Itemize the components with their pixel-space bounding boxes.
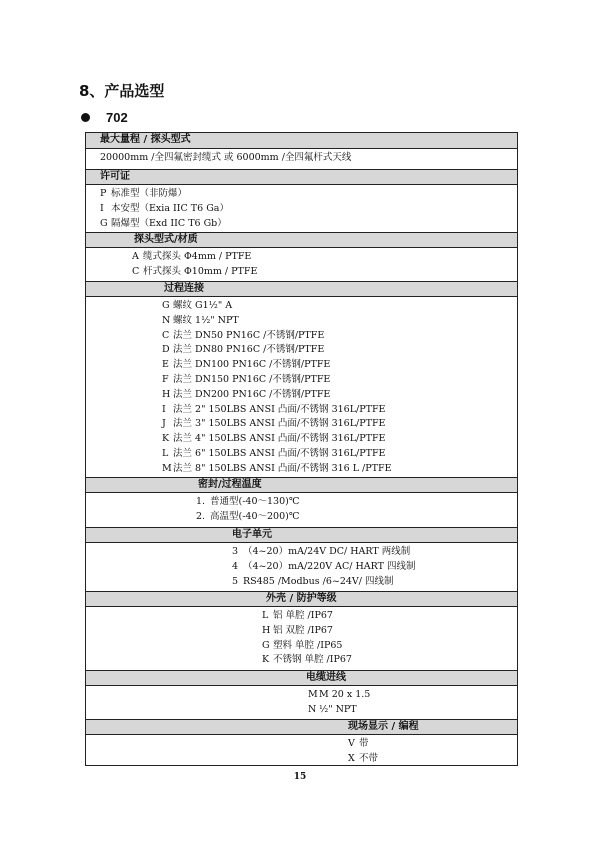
model-number: 702 <box>106 110 128 125</box>
selection-table <box>85 132 518 766</box>
option-row <box>232 545 410 559</box>
option-code: X <box>348 752 355 764</box>
option-code: J <box>162 418 166 430</box>
option-code: H <box>262 624 271 636</box>
option-text: 塑料 单腔 /IP65 <box>273 639 343 651</box>
option-code: L <box>262 610 269 621</box>
page-number: 15 <box>293 772 307 782</box>
option-text: RS485 /Modbus /6~24V/ 四线制 <box>243 575 394 587</box>
option-code: K <box>262 654 270 666</box>
option-text: 不带 <box>359 752 379 764</box>
option-code: L <box>162 448 169 459</box>
option-text: 法兰 DN80 PN16C /不锈钢/PTFE <box>173 344 325 356</box>
option-row <box>308 703 357 717</box>
option-text: 铝 双腔 /IP67 <box>273 624 333 636</box>
option-text: 带 <box>359 738 369 749</box>
option-code: C <box>132 265 140 277</box>
option-text: 法兰 8" 150LBS ANSI 凸面/不锈钢 316 L /PTFE <box>173 462 392 474</box>
option-code: H <box>162 388 171 400</box>
section-header: 现场显示 / 编程 <box>86 719 517 735</box>
option-row <box>162 417 385 431</box>
option-text: 螺纹 G1½" A <box>173 300 233 311</box>
option-code: 2. <box>196 510 206 522</box>
option-row <box>162 299 232 313</box>
option-code: V <box>348 738 355 749</box>
option-code: M <box>308 689 318 700</box>
option-code: C <box>162 329 170 341</box>
section-header: 电子单元 <box>86 527 517 543</box>
option-code: 3 <box>232 546 239 557</box>
option-text: 铝 单腔 /IP67 <box>273 610 333 621</box>
section-header: 探头型式/材质 <box>86 232 517 248</box>
option-text: 法兰 DN100 PN16C /不锈钢/PTFE <box>173 359 331 371</box>
section-header: 外壳 / 防护等级 <box>86 591 517 607</box>
option-row <box>348 737 369 751</box>
option-text: 螺纹 1½" NPT <box>173 314 239 326</box>
option-code: G <box>262 639 270 651</box>
option-row <box>162 432 385 446</box>
option-text: ½" NPT <box>319 703 357 715</box>
option-text: 法兰 3" 150LBS ANSI 凸面/不锈钢 316L/PTFE <box>173 418 386 430</box>
option-row <box>132 250 251 264</box>
option-row <box>100 217 227 231</box>
option-row <box>232 560 416 574</box>
option-code: K <box>162 433 170 445</box>
option-text: 杆式探头 Φ10mm / PTFE <box>143 265 258 277</box>
option-code: P <box>100 188 107 199</box>
section-header: 电缆进线 <box>86 670 517 686</box>
section-header: 密封/过程温度 <box>86 477 517 493</box>
option-text: （4~20）mA/220V AC/ HART 四线制 <box>243 560 416 572</box>
option-code: G <box>162 300 170 311</box>
option-code: 4 <box>232 560 239 572</box>
option-row <box>232 575 394 589</box>
option-row <box>132 265 257 279</box>
option-text: 法兰 2" 150LBS ANSI 凸面/不锈钢 316L/PTFE <box>173 403 386 415</box>
option-row <box>162 462 392 476</box>
option-row <box>162 314 239 328</box>
option-text: M 20 x 1.5 <box>319 689 371 700</box>
option-text: 标准型（非防爆） <box>111 188 188 199</box>
option-text: 法兰 DN200 PN16C /不锈钢/PTFE <box>173 388 331 400</box>
option-row <box>162 447 385 461</box>
option-row <box>100 187 187 201</box>
bullet-icon <box>81 113 90 122</box>
section-header: 许可证 <box>86 169 517 185</box>
option-code: M <box>162 462 172 474</box>
option-row <box>100 151 351 165</box>
option-text: 法兰 4" 150LBS ANSI 凸面/不锈钢 316L/PTFE <box>173 433 386 445</box>
option-code: I <box>162 403 166 415</box>
option-row <box>196 510 299 524</box>
option-row <box>100 202 229 216</box>
option-row <box>162 403 385 417</box>
model-title <box>81 110 128 125</box>
option-code: G <box>100 217 108 229</box>
option-row <box>162 343 324 357</box>
option-row <box>162 388 330 402</box>
option-text: 法兰 DN50 PN16C /不锈钢/PTFE <box>173 329 325 341</box>
option-text: 20000mm /全四氟密封缆式 或 6000mm /全四氟杆式天线 <box>100 152 352 163</box>
option-code: N <box>308 703 317 715</box>
option-text: 法兰 6" 150LBS ANSI 凸面/不锈钢 316L/PTFE <box>173 448 386 459</box>
option-row <box>162 358 330 372</box>
option-code: D <box>162 344 170 356</box>
option-text: 缆式探头 Φ4mm / PTFE <box>143 251 252 262</box>
option-row <box>162 329 324 343</box>
option-row <box>262 653 352 667</box>
option-code: 1. <box>196 496 206 507</box>
option-text: 高温型(-40～200)℃ <box>210 510 300 522</box>
option-row <box>308 688 370 702</box>
option-text: 法兰 DN150 PN16C /不锈钢/PTFE <box>173 374 331 385</box>
option-code: A <box>132 251 139 262</box>
option-code: F <box>162 374 169 385</box>
option-row <box>262 624 333 638</box>
option-row <box>262 639 342 653</box>
option-text: 隔爆型（Exd IIC T6 Gb） <box>111 217 227 229</box>
option-row <box>262 609 333 623</box>
option-code: 5 <box>232 575 239 587</box>
option-code: I <box>100 202 104 214</box>
option-text: （4~20）mA/24V DC/ HART 两线制 <box>243 546 411 557</box>
option-text: 不锈钢 单腔 /IP67 <box>273 654 352 666</box>
option-row <box>348 752 378 766</box>
option-text: 普通型(-40～130)℃ <box>210 496 300 507</box>
section-header: 过程连接 <box>86 281 517 297</box>
option-row <box>196 495 299 509</box>
option-text: 本安型（Exia IIC T6 Ga） <box>111 202 229 214</box>
section-header: 最大量程 / 探头型式 <box>86 133 517 149</box>
option-code: N <box>162 314 171 326</box>
section-heading: 8、产品选型 <box>79 82 165 100</box>
option-row <box>162 373 330 387</box>
option-code: E <box>162 359 169 371</box>
